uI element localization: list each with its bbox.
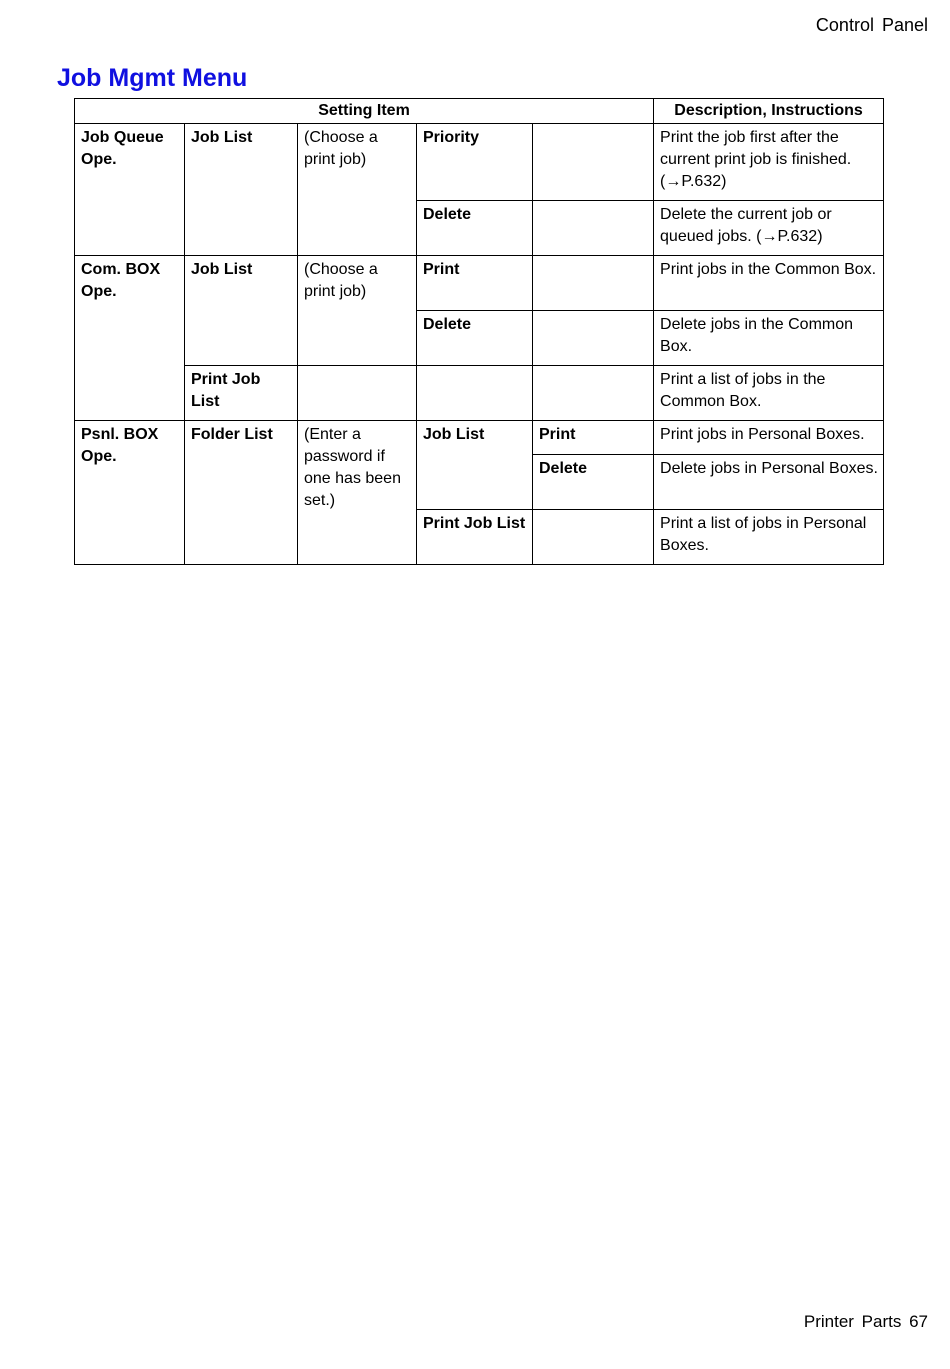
- cell-empty: [533, 311, 654, 366]
- cell-empty: [533, 256, 654, 311]
- cell-description: Delete jobs in the Common Box.: [654, 311, 884, 366]
- cell-description: Print the job first after the current print job is finished. (→P.632): [654, 124, 884, 201]
- cell-empty: [533, 510, 654, 565]
- table-row: [75, 421, 884, 455]
- cell-com-box-ope: Com. BOX Ope.: [75, 256, 185, 421]
- cell-job-list: Job List: [185, 124, 298, 256]
- cell-job-list: Job List: [417, 421, 533, 510]
- table-row: [75, 256, 884, 311]
- page-title: Job Mgmt Menu: [57, 64, 248, 92]
- header-description: Description, Instructions: [654, 99, 884, 124]
- cell-empty: [533, 366, 654, 421]
- cell-description: Print jobs in Personal Boxes.: [654, 421, 884, 455]
- cell-print: Print: [417, 256, 533, 311]
- table-row: [75, 124, 884, 201]
- cell-empty: [533, 201, 654, 256]
- cell-folder-list: Folder List: [185, 421, 298, 565]
- cell-empty: [533, 124, 654, 201]
- job-mgmt-menu-table: [74, 98, 884, 565]
- page-number: 67: [909, 1312, 928, 1331]
- table-row: [75, 366, 884, 421]
- cell-description: Print a list of jobs in the Common Box.: [654, 366, 884, 421]
- cell-description: Delete the current job or queued jobs. (→P.632): [654, 201, 884, 256]
- cell-delete: Delete: [417, 311, 533, 366]
- cell-priority: Priority: [417, 124, 533, 201]
- cell-description: Print jobs in the Common Box.: [654, 256, 884, 311]
- cell-print: Print: [533, 421, 654, 455]
- cell-description: Delete jobs in Personal Boxes.: [654, 455, 884, 510]
- cell-enter-password: (Enter a password if one has been set.): [298, 421, 417, 565]
- page-footer: [804, 1312, 928, 1332]
- cell-delete: Delete: [533, 455, 654, 510]
- cell-job-queue-ope: Job Queue Ope.: [75, 124, 185, 256]
- cell-job-list: Job List: [185, 256, 298, 366]
- table-header-row: [75, 99, 884, 124]
- cell-print-job-list: Print Job List: [417, 510, 533, 565]
- cell-description: Print a list of jobs in Personal Boxes.: [654, 510, 884, 565]
- header-setting-item: Setting Item: [75, 99, 654, 124]
- cell-choose-print-job: (Choose a print job): [298, 256, 417, 366]
- running-header: Control Panel: [815, 15, 928, 35]
- cell-psnl-box-ope: Psnl. BOX Ope.: [75, 421, 185, 565]
- cell-empty: [417, 366, 533, 421]
- footer-chapter: Printer Parts: [803, 1312, 902, 1331]
- cell-choose-print-job: (Choose a print job): [298, 124, 417, 256]
- cell-empty: [298, 366, 417, 421]
- cell-delete: Delete: [417, 201, 533, 256]
- cell-print-job-list: Print Job List: [185, 366, 298, 421]
